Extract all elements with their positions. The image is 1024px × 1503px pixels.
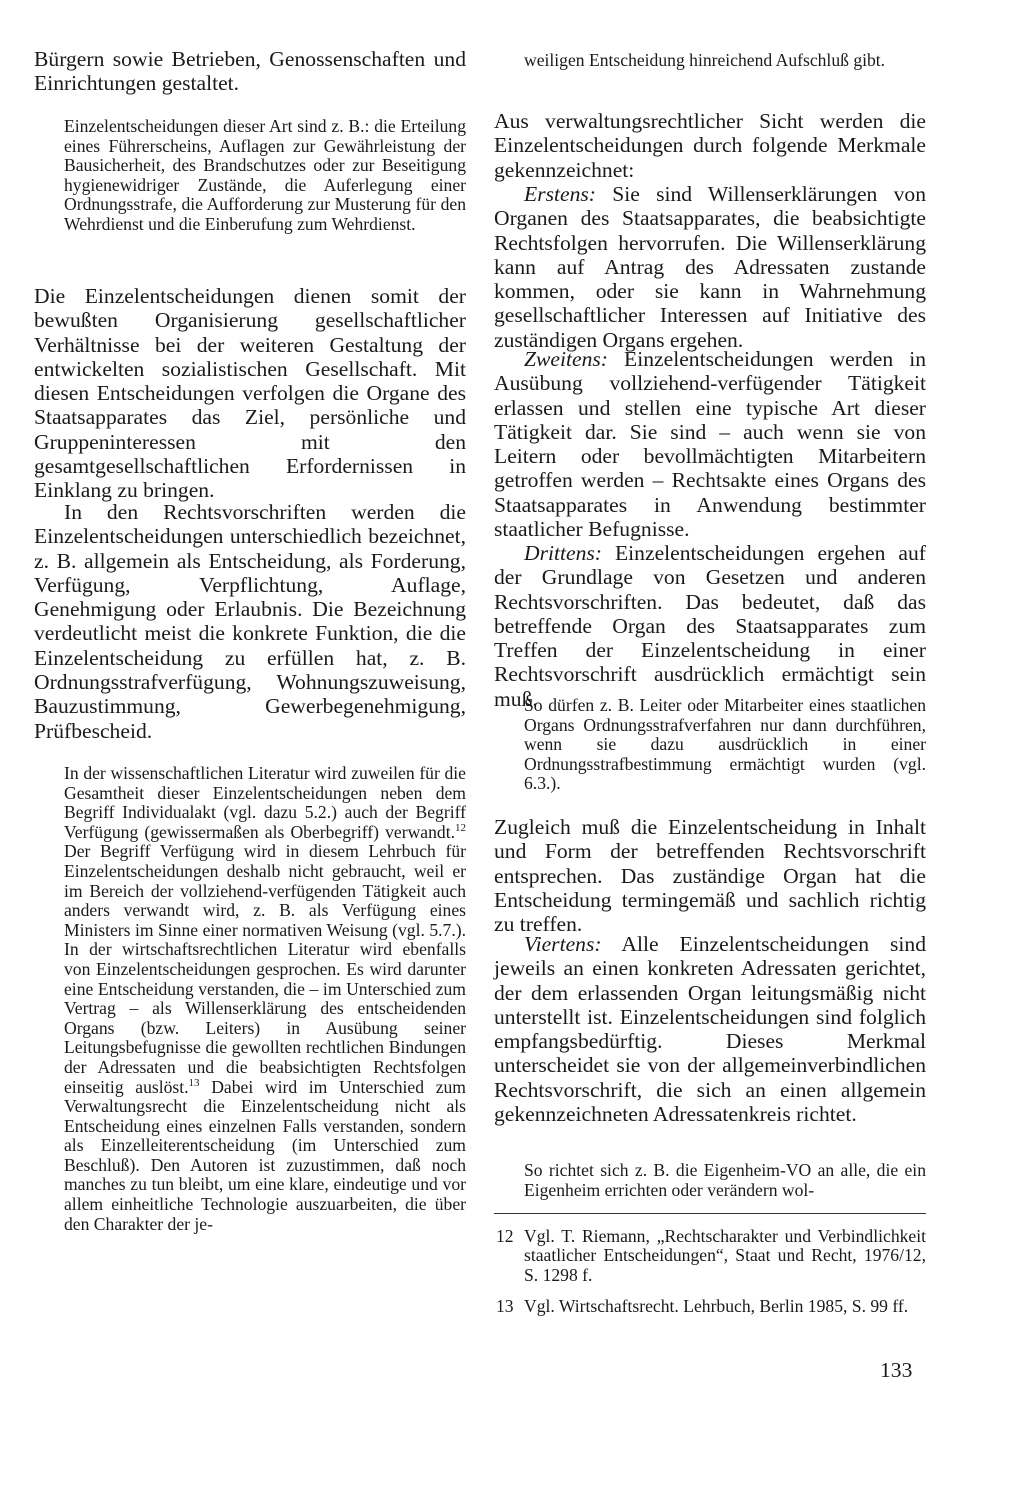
- enumeration-label: Viertens:: [524, 932, 602, 956]
- page-number: 133: [880, 1358, 913, 1382]
- enumeration-label: Erstens:: [524, 182, 596, 206]
- paragraph: Zugleich muß die Einzelentscheidung in Inhalt und Form der betreffenden Rechtsvorschrift entsprechen. Das zuständige Organ hat die Entscheidung termingemäß und sachlich richtig zu treffen.: [494, 815, 926, 937]
- note-text: Dabei wird im Unterschied zum Verwaltungsrecht die Einzelentscheidung nicht als Entscheidung eines einzelnen Falls verstanden, sondern als Einzelleiterentscheidung (im Unterschied zum Beschluß). Den Autoren ist zuzustimmen, daß noch manches zu tun bleibt, um eine klare, eindeutige und vor allem einheitliche Technologie auszuarbeiten, die über den Charakter der je-: [64, 1076, 466, 1234]
- paragraph-text: Alle Einzelentscheidungen sind jeweils an einen konkreten Adressaten gerichtet, der dem erlassenden Organ leitungsmäßig nicht unterstellt ist. Einzelentscheidungen sind folglich empfangsbedürftig. Dieses Merkmal unterscheidet sie von der allgemeinverbindlichen Rechtsvorschrift, die sich an einen allgemein gekennzeichneten Adressatenkreis richtet.: [494, 932, 926, 1127]
- example-note: Einzelentscheidungen dieser Art sind z. B.: die Erteilung eines Führerscheins, Auflagen zur Gewährleistung der Bausicherheit, des Brandschutzes oder zur Beseitigung hygienewidriger Zustände, die Auferlegung einer Ordnungsstrafe, die Aufforderung zur Musterung für den Wehrdienst und die Einberufung zum Wehrdienst.: [64, 116, 466, 234]
- note-text: In der wissenschaftlichen Literatur wird zuweilen für die Gesamtheit dieser Einzelentscheidungen neben dem Begriff Individualakt (vgl. dazu 5.2.) auch der Begriff Verfügung (gewissermaßen als Oberbegriff) verwandt.: [64, 763, 466, 842]
- footnote-rule: [494, 1213, 926, 1214]
- paragraph: Bürgern sowie Betrieben, Genossenschaften und Einrichtungen gestaltet.: [34, 47, 466, 96]
- footnote-number: 13: [496, 1296, 514, 1316]
- enumeration-label: Drittens:: [524, 541, 602, 565]
- paragraph-erstens: [494, 182, 926, 352]
- paragraph-text: Einzelentscheidungen werden in Ausübung vollziehend-verfügender Tätigkeit erlassen und stellen eine typische Art dieser Tätigkeit dar. Sie sind – auch wenn sie von Leitern oder bevollmächtigten Mitarbeitern getroffen werden – Rechtsakte eines Organs des Staatsapparates in Anwendung bestimmter staatlicher Befugnisse.: [494, 347, 926, 542]
- example-note: So dürfen z. B. Leiter oder Mitarbeiter eines staatlichen Organs Ordnungsstrafverfahren nur dann durchführen, wenn sie dazu ausdrücklich in einer Ordnungsstrafbestimmung ermächtigt wurden (vgl. 6.3.).: [524, 695, 926, 794]
- paragraph: Aus verwaltungsrechtlicher Sicht werden die Einzelentscheidungen durch folgende Merkmale gekennzeichnet:: [494, 109, 926, 182]
- footnote-ref[interactable]: 12: [455, 821, 466, 834]
- footnote-text: Vgl. Wirtschaftsrecht. Lehrbuch, Berlin 1985, S. 99 ff.: [524, 1296, 909, 1316]
- paragraph-text: Sie sind Willenserklärungen von Organen des Staatsapparates, die beabsichtigte Rechtsfolgen hervorrufen. Die Willenserklärung kann auf Antrag des Adressaten zustande kommen, oder sie kann in Wahrnehmung gesellschaftlicher Interessen auf Initiative des zuständigen Organs ergehen.: [494, 182, 926, 352]
- footnote: [494, 1227, 926, 1285]
- note-text: Der Begriff Verfügung wird in diesem Lehrbuch für Einzelentscheidungen deshalb nicht gebraucht, weil er im Bereich der vollziehend-verfügenden Tätigkeit auch anders verwandt wird, z. B. als Verfügung eines Ministers im Sinne einer normativen Weisung (vgl. 5.7.). In der wirtschaftsrechtlichen Literatur wird ebenfalls von Einzelentscheidungen gesprochen. Es wird darunter eine Entscheidung verstanden, die – im Unterschied zum Vertrag – als Willenserklärung des entscheidenden Organs (bzw. Leiters) in Ausübung seiner Leitungsbefugnisse die gewollten rechtlichen Bindungen der Adressaten und die beabsichtigten Rechtsfolgen einseitig auslöst.: [64, 841, 466, 1097]
- example-note: So richtet sich z. B. die Eigenheim-VO an alle, die ein Eigenheim errichten oder verändern wol-: [524, 1160, 926, 1200]
- footnote-number: 12: [496, 1226, 514, 1246]
- continued-text: weiligen Entscheidung hinreichend Aufschluß gibt.: [524, 50, 886, 70]
- paragraph-viertens: [494, 932, 926, 1126]
- literature-note: [34, 764, 466, 1234]
- paragraph-text: Einzelentscheidungen ergehen auf der Grundlage von Gesetzen und anderen Rechtsvorschriften. Das bedeutet, daß das betreffende Organ des Staatsapparates zum Treffen der Einzelentscheidung in einer Rechtsvorschrift ausdrücklich ermächtigt sein muß.: [494, 541, 926, 711]
- footnote-text: Vgl. T. Riemann, „Rechtscharakter und Verbindlichkeit staatlicher Entscheidungen“, Staat und Recht, 1976/12, S. 1298 f.: [524, 1226, 926, 1285]
- footnote-ref[interactable]: 13: [188, 1076, 200, 1089]
- paragraph: In den Rechtsvorschriften werden die Einzelentscheidungen unterschiedlich bezeichnet, z. B. allgemein als Entscheidung, als Forderung, Verfügung, Verpflichtung, Auflage, Genehmigung oder Erlaubnis. Die Bezeichnung verdeutlicht meist die konkrete Funktion, die die Einzelentscheidung zu erfüllen hat, z. B. Ordnungsstrafverfügung, Wohnungszuweisung, Bauzustimmung, Gewerbegenehmigung, Prüfbescheid.: [34, 500, 466, 743]
- footnote: [494, 1297, 926, 1316]
- paragraph-drittens: [494, 541, 926, 711]
- paragraph: Die Einzelentscheidungen dienen somit der bewußten Organisierung gesellschaftlicher Verhältnisse bei der weiteren Gestaltung der entwickelten sozialistischen Gesellschaft. Mit diesen Entscheidungen verfolgen die Organe des Staatsapparates das Ziel, persönliche und Gruppeninteressen mit den gesamtgesellschaftlichen Erfordernissen in Einklang zu bringen.: [34, 284, 466, 503]
- enumeration-label: Zweitens:: [524, 347, 608, 371]
- paragraph-zweitens: [494, 347, 926, 541]
